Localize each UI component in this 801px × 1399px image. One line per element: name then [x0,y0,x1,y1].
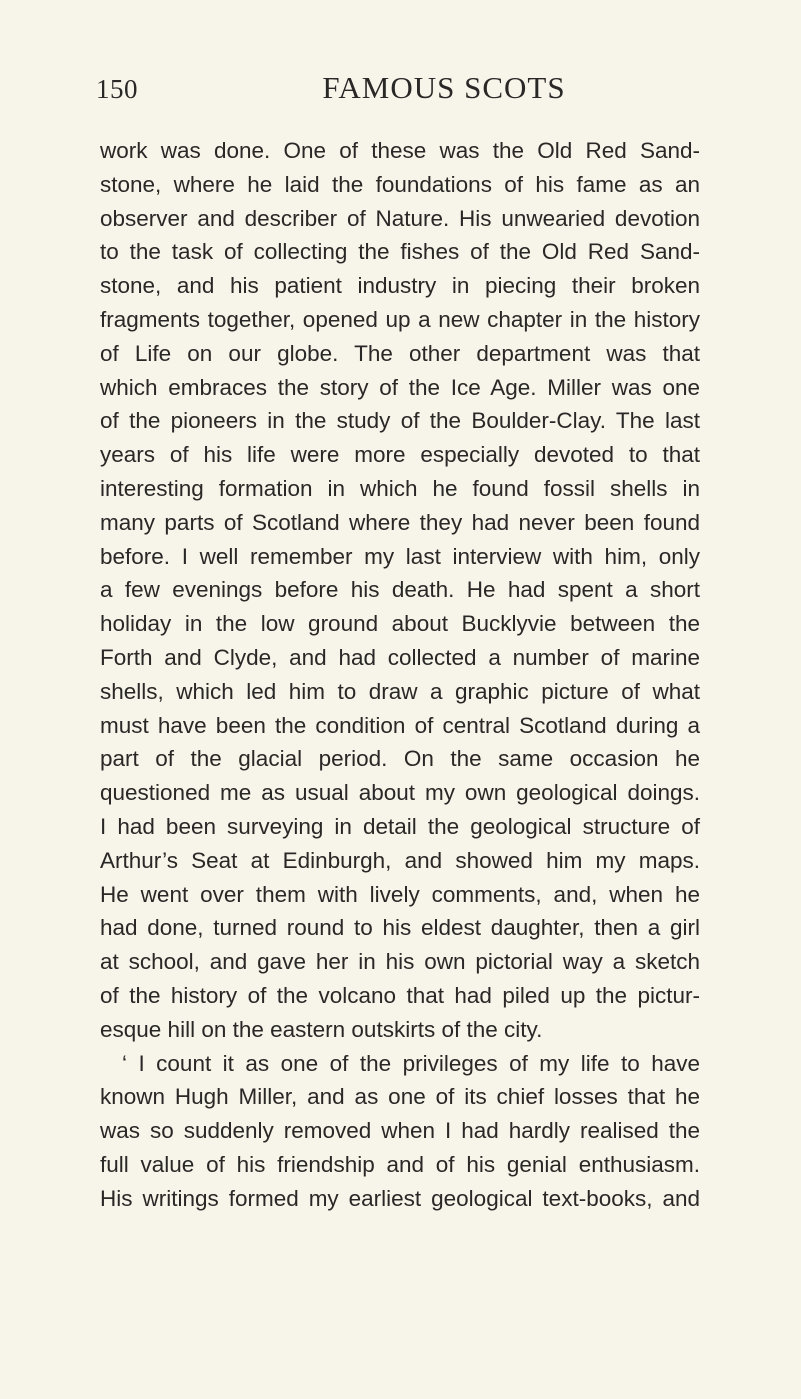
page-title: FAMOUS SCOTS [322,70,566,105]
text-line: observer and describer of Nature. His unwearied devotion [100,205,700,231]
text-line: of the history of the volcano that had piled up the pictur- [100,982,700,1008]
text-line: part of the glacial period. On the same occasion he [100,746,700,772]
text-line: many parts of Scotland where they had never been found [100,509,700,535]
text-line: to the task of collecting the fishes of the Old Red Sand- [100,239,700,265]
text-line: Forth and Clyde, and had collected a number of marine [100,644,700,670]
text-line: at school, and gave her in his own pictorial way a sketch [100,949,700,975]
text-line: interesting formation in which he found fossil shells in [100,475,700,501]
text-line: ‘ I count it as one of the privileges of my life to have [122,1050,700,1076]
page-number: 150 [96,74,138,104]
text-line: I had been surveying in detail the geological structure of [100,813,700,839]
text-line: of the pioneers in the study of the Boulder-Clay. The last [100,408,700,434]
text-line: was so suddenly removed when I had hardly realised the [100,1118,700,1144]
text-line: stone, and his patient industry in piecing their broken [100,273,700,299]
text-line: fragments together, opened up a new chapter in the history [100,306,700,332]
text-line: stone, where he laid the foundations of his fame as an [100,171,700,197]
text-line: esque hill on the eastern outskirts of the city. [100,1016,543,1042]
running-head [96,70,716,110]
text-line: Arthur’s Seat at Edinburgh, and showed him my maps. [100,847,700,873]
text-line: questioned me as usual about my own geological doings. [100,780,700,806]
text-line: His writings formed my earliest geological text-books, and [100,1185,700,1211]
text-line: He went over them with lively comments, and, when he [100,881,700,907]
text-line: known Hugh Miller, and as one of its chief losses that he [100,1084,700,1110]
text-line: holiday in the low ground about Bucklyvie between the [100,611,700,637]
text-line: years of his life were more especially devoted to that [100,442,700,468]
body-text [100,134,700,1216]
text-line: full value of his friendship and of his genial enthusiasm. [100,1151,700,1177]
text-line: work was done. One of these was the Old Red Sand- [100,138,700,163]
text-line: shells, which led him to draw a graphic picture of what [100,678,700,704]
text-line: of Life on our globe. The other department was that [100,340,700,366]
text-line: must have been the condition of central Scotland during a [100,712,700,738]
text-line: which embraces the story of the Ice Age. Miller was one [100,374,700,400]
text-line: had done, turned round to his eldest daughter, then a girl [100,915,700,941]
text-line: a few evenings before his death. He had spent a short [100,577,700,603]
text-line: before. I well remember my last interview with him, only [100,543,700,569]
